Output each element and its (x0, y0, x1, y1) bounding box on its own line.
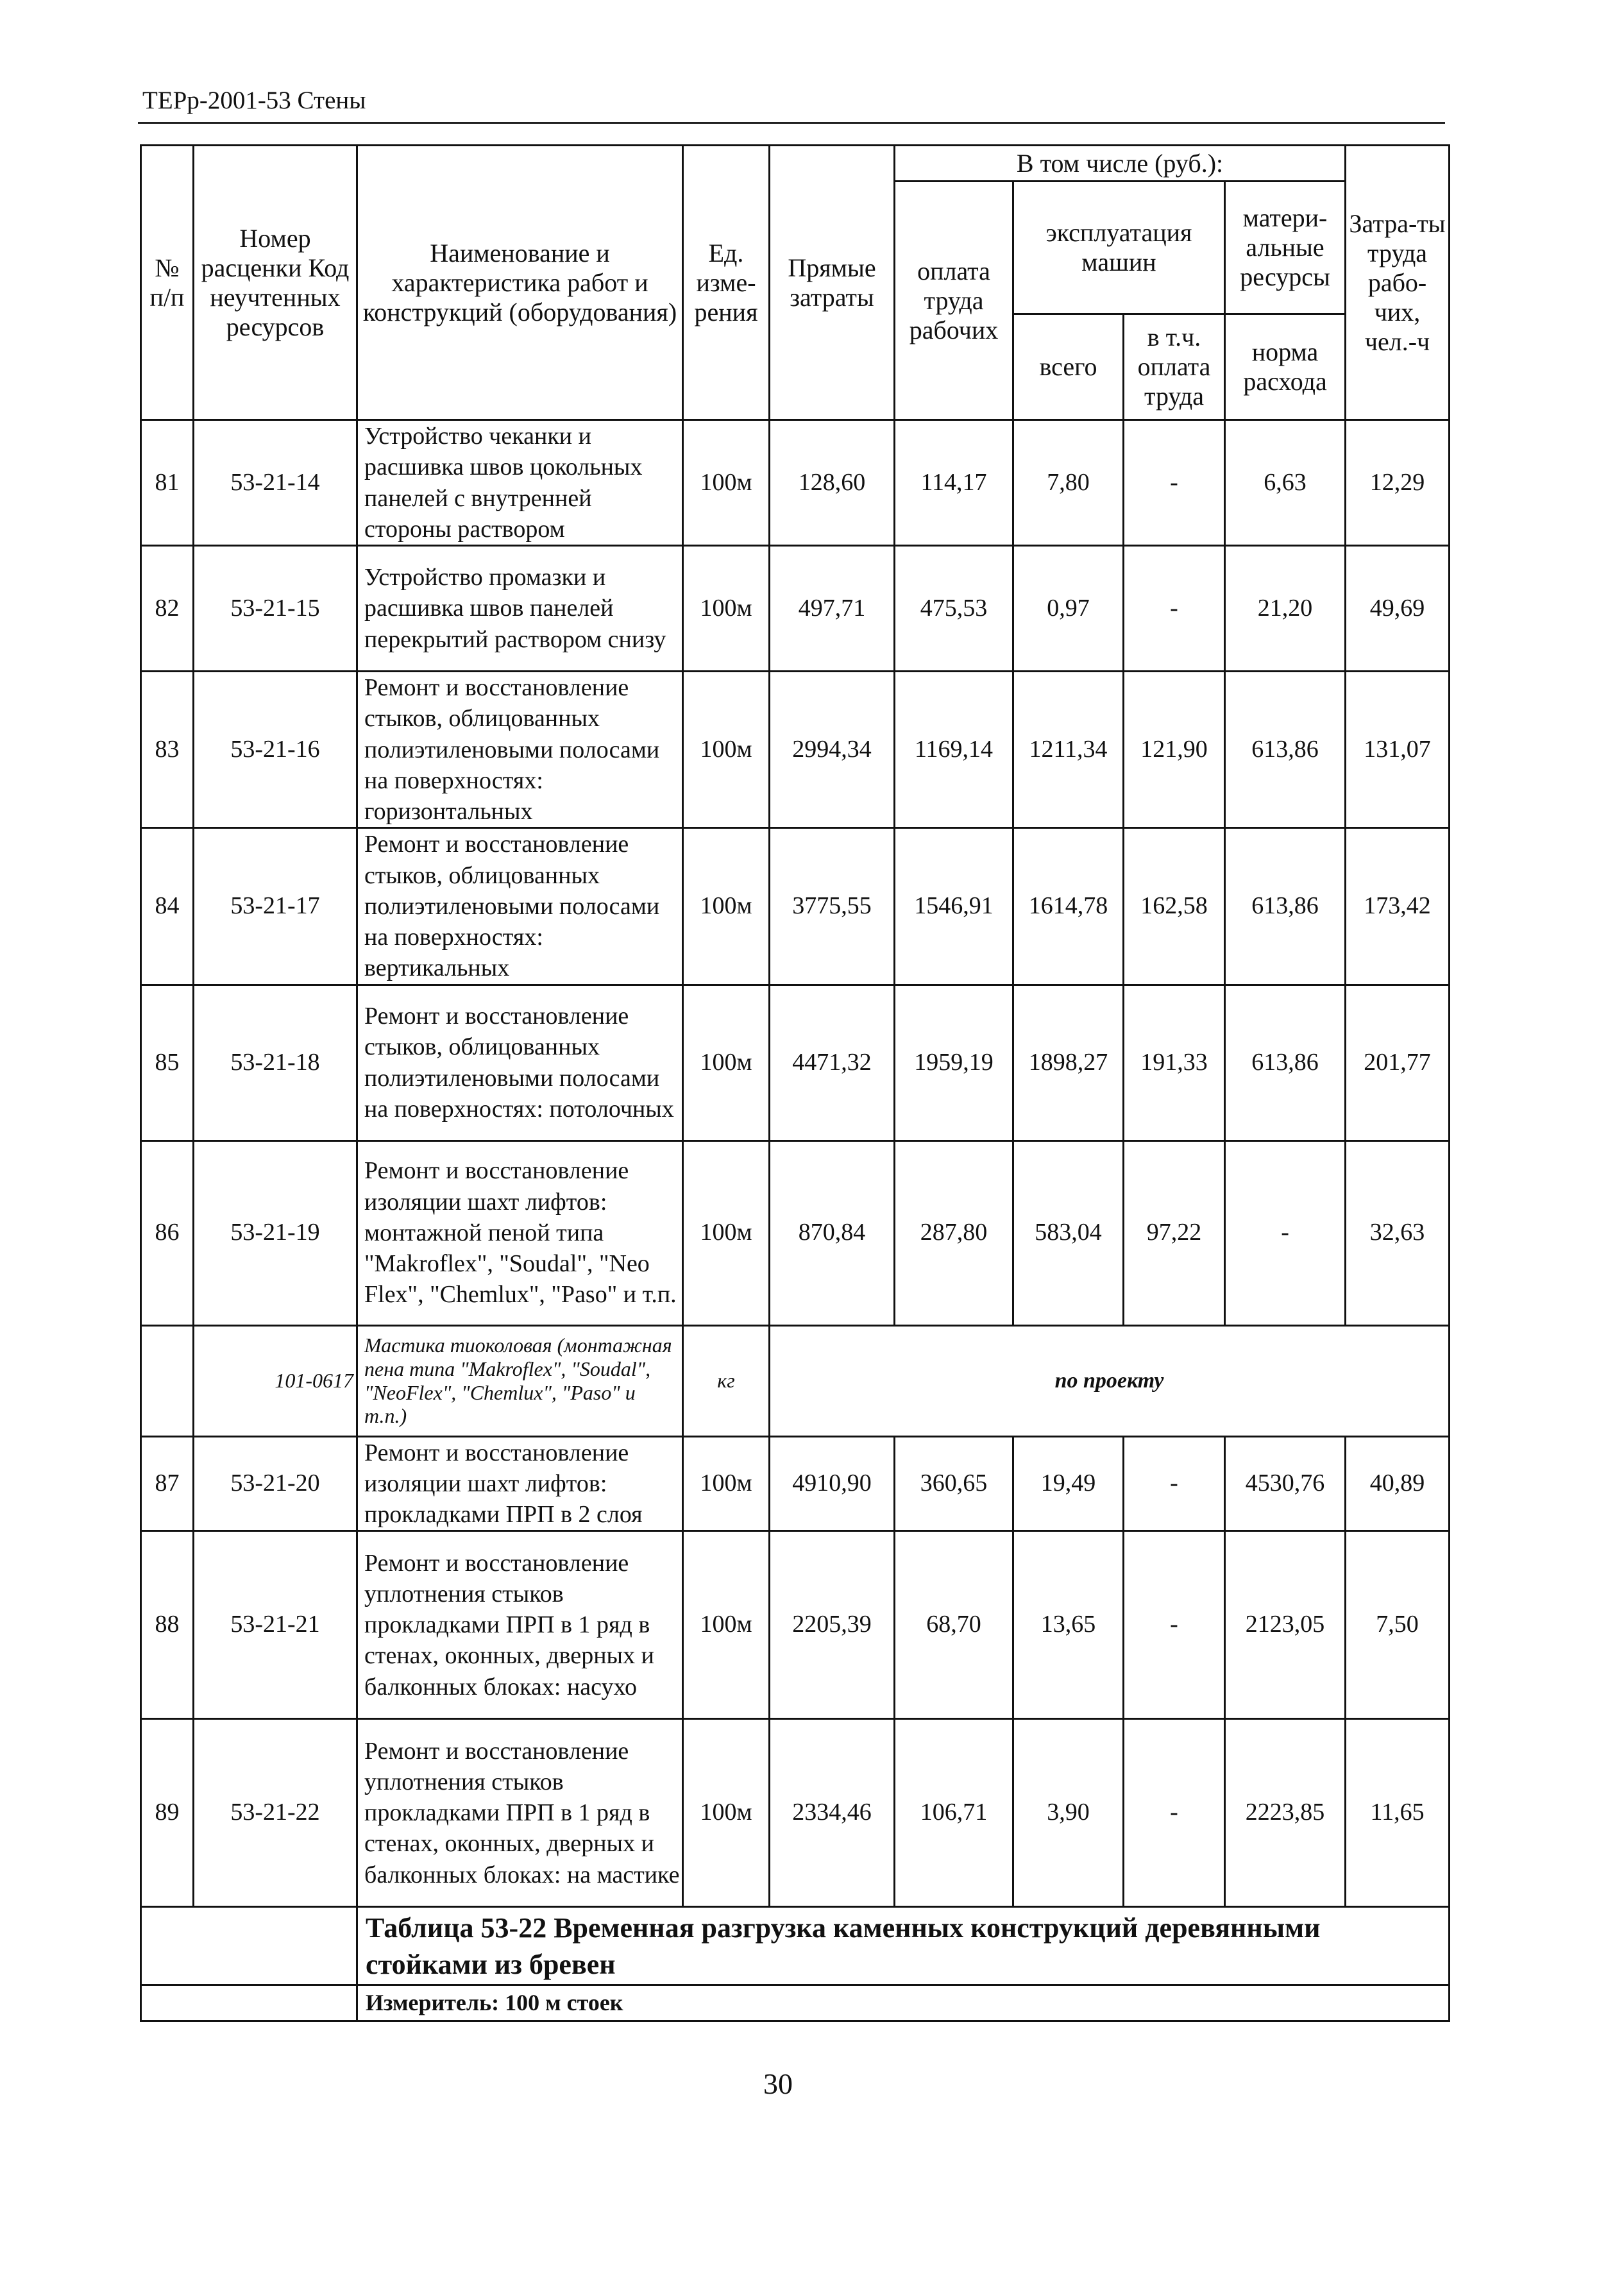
row-labor: 11,65 (1346, 1719, 1450, 1907)
col-header-norm: норма расхода (1225, 314, 1346, 420)
row-labor: 32,63 (1346, 1140, 1450, 1325)
row-num: 81 (141, 420, 194, 546)
header-divider (138, 122, 1445, 124)
row-mach-total: 13,65 (1013, 1531, 1124, 1719)
row-unit: 100м (683, 1140, 770, 1325)
resource-unit: кг (683, 1325, 770, 1436)
row-direct: 870,84 (770, 1140, 895, 1325)
row-direct: 4471,32 (770, 985, 895, 1140)
row-labor-pay: 68,70 (895, 1531, 1013, 1719)
row-name: Устройство промазки и расшивка швов панелей перекрытий раствором снизу (357, 546, 683, 672)
row-mach-pay: 97,22 (1124, 1140, 1225, 1325)
row-code: 53-21-19 (194, 1140, 357, 1325)
row-direct: 2205,39 (770, 1531, 895, 1719)
row-num: 84 (141, 828, 194, 985)
row-mach-pay: - (1124, 546, 1225, 672)
row-code: 53-21-14 (194, 420, 357, 546)
row-labor-pay: 1169,14 (895, 672, 1013, 828)
price-table (140, 144, 1450, 2022)
row-labor-pay: 1546,91 (895, 828, 1013, 985)
row-direct: 4910,90 (770, 1436, 895, 1531)
row-labor: 201,77 (1346, 985, 1450, 1140)
row-direct: 3775,55 (770, 828, 895, 985)
row-mach-pay: 121,90 (1124, 672, 1225, 828)
row-direct: 2994,34 (770, 672, 895, 828)
row-code: 53-21-22 (194, 1719, 357, 1907)
row-labor: 7,50 (1346, 1531, 1450, 1719)
col-header-unit: Ед. изме-рения (683, 146, 770, 420)
row-labor: 49,69 (1346, 546, 1450, 672)
page-number: 30 (763, 2067, 793, 2100)
row-mach-total: 1898,27 (1013, 985, 1124, 1140)
resource-code: 101-0617 (194, 1325, 357, 1436)
col-header-labor-pay: оплата труда рабочих (895, 182, 1013, 420)
row-unit: 100м (683, 1719, 770, 1907)
row-mach-pay: - (1124, 1531, 1225, 1719)
row-unit: 100м (683, 828, 770, 985)
col-header-labor-cost: Затра-ты труда рабо-чих, чел.-ч (1346, 146, 1450, 420)
col-header-name: Наименование и характеристика работ и конструкций (оборудования) (357, 146, 683, 420)
row-labor: 173,42 (1346, 828, 1450, 985)
row-num: 89 (141, 1719, 194, 1907)
row-code: 53-21-16 (194, 672, 357, 828)
row-mach-total: 3,90 (1013, 1719, 1124, 1907)
row-mach-total: 1211,34 (1013, 672, 1124, 828)
row-direct: 128,60 (770, 420, 895, 546)
table-row (141, 672, 1450, 828)
row-labor-pay: 114,17 (895, 420, 1013, 546)
row-materials: 2223,85 (1225, 1719, 1346, 1907)
row-num: 86 (141, 1140, 194, 1325)
row-labor-pay: 287,80 (895, 1140, 1013, 1325)
row-unit: 100м (683, 420, 770, 546)
resource-num (141, 1325, 194, 1436)
col-header-machines: эксплуатация машин (1013, 182, 1225, 314)
table-title-row (141, 1907, 1450, 1985)
col-header-mach-total: всего (1013, 314, 1124, 420)
table-row (141, 1719, 1450, 1907)
row-unit: 100м (683, 1436, 770, 1531)
col-header-mach-pay: в т.ч. оплата труда (1124, 314, 1225, 420)
row-num: 85 (141, 985, 194, 1140)
table-row (141, 1531, 1450, 1719)
row-labor-pay: 360,65 (895, 1436, 1013, 1531)
row-code: 53-21-21 (194, 1531, 357, 1719)
table-row (141, 420, 1450, 546)
row-unit: 100м (683, 1531, 770, 1719)
table-row (141, 1140, 1450, 1325)
row-mach-total: 1614,78 (1013, 828, 1124, 985)
row-labor-pay: 475,53 (895, 546, 1013, 672)
table-row (141, 828, 1450, 985)
row-materials: 613,86 (1225, 672, 1346, 828)
row-materials: - (1225, 1140, 1346, 1325)
row-name: Ремонт и восстановление стыков, облицованных полиэтиленовыми полосами на поверхностях: потолочных (357, 985, 683, 1140)
row-mach-pay: - (1124, 420, 1225, 546)
row-materials: 4530,76 (1225, 1436, 1346, 1531)
row-code: 53-21-18 (194, 985, 357, 1140)
row-mach-pay: - (1124, 1719, 1225, 1907)
col-header-incl: В том числе (руб.): (895, 146, 1346, 182)
resource-note: по проекту (770, 1325, 1450, 1436)
row-name: Устройство чеканки и расшивка швов цокольных панелей с внутренней стороны раствором (357, 420, 683, 546)
table-title-spacer (141, 1907, 357, 1985)
row-num: 87 (141, 1436, 194, 1531)
row-num: 83 (141, 672, 194, 828)
row-direct: 497,71 (770, 546, 895, 672)
row-name: Ремонт и восстановление изоляции шахт лифтов: прокладками ПРП в 2 слоя (357, 1436, 683, 1531)
table-title: Таблица 53-22 Временная разгрузка каменных конструкций деревянными стойками из бревен (357, 1907, 1450, 1985)
col-header-direct: Прямые затраты (770, 146, 895, 420)
resource-name: Мастика тиоколовая (монтажная пена типа "Makroflex", "Soudal", "NeoFlex", "Chemlux", "Paso" и т.п.) (357, 1325, 683, 1436)
row-name: Ремонт и восстановление уплотнения стыков прокладками ПРП в 1 ряд в стенах, оконных, дверных и балконных блоках: на мастике (357, 1719, 683, 1907)
row-mach-total: 7,80 (1013, 420, 1124, 546)
row-materials: 613,86 (1225, 985, 1346, 1140)
col-header-materials: матери-альные ресурсы (1225, 182, 1346, 314)
row-labor: 131,07 (1346, 672, 1450, 828)
table-row (141, 546, 1450, 672)
row-name: Ремонт и восстановление стыков, облицованных полиэтиленовыми полосами на поверхностях: вертикальных (357, 828, 683, 985)
row-mach-pay: 191,33 (1124, 985, 1225, 1140)
row-materials: 21,20 (1225, 546, 1346, 672)
row-materials: 613,86 (1225, 828, 1346, 985)
measure-spacer (141, 1985, 357, 2021)
row-unit: 100м (683, 546, 770, 672)
row-direct: 2334,46 (770, 1719, 895, 1907)
row-code: 53-21-15 (194, 546, 357, 672)
document-header: ТЕРр-2001-53 Стены (142, 87, 366, 114)
row-unit: 100м (683, 672, 770, 828)
row-num: 88 (141, 1531, 194, 1719)
row-labor: 40,89 (1346, 1436, 1450, 1531)
table-row (141, 1436, 1450, 1531)
col-header-num: № п/п (141, 146, 194, 420)
row-name: Ремонт и восстановление уплотнения стыков прокладками ПРП в 1 ряд в стенах, оконных, дверных и балконных блоках: насухо (357, 1531, 683, 1719)
row-num: 82 (141, 546, 194, 672)
row-unit: 100м (683, 985, 770, 1140)
row-code: 53-21-17 (194, 828, 357, 985)
row-materials: 2123,05 (1225, 1531, 1346, 1719)
row-mach-pay: 162,58 (1124, 828, 1225, 985)
row-labor-pay: 1959,19 (895, 985, 1013, 1140)
row-materials: 6,63 (1225, 420, 1346, 546)
measure-label: Измеритель: 100 м стоек (357, 1985, 1450, 2021)
row-mach-total: 583,04 (1013, 1140, 1124, 1325)
row-name: Ремонт и восстановление изоляции шахт лифтов: монтажной пеной типа "Makroflex", "Soudal", "Neo Flex", "Chemlux", "Paso" и т.п. (357, 1140, 683, 1325)
row-mach-total: 0,97 (1013, 546, 1124, 672)
col-header-code: Номер расценки Код неучтенных ресурсов (194, 146, 357, 420)
row-name: Ремонт и восстановление стыков, облицованных полиэтиленовыми полосами на поверхностях: горизонтальных (357, 672, 683, 828)
row-mach-pay: - (1124, 1436, 1225, 1531)
resource-row (141, 1325, 1450, 1436)
table-row (141, 985, 1450, 1140)
row-labor: 12,29 (1346, 420, 1450, 546)
row-labor-pay: 106,71 (895, 1719, 1013, 1907)
row-code: 53-21-20 (194, 1436, 357, 1531)
measure-row (141, 1985, 1450, 2021)
row-mach-total: 19,49 (1013, 1436, 1124, 1531)
